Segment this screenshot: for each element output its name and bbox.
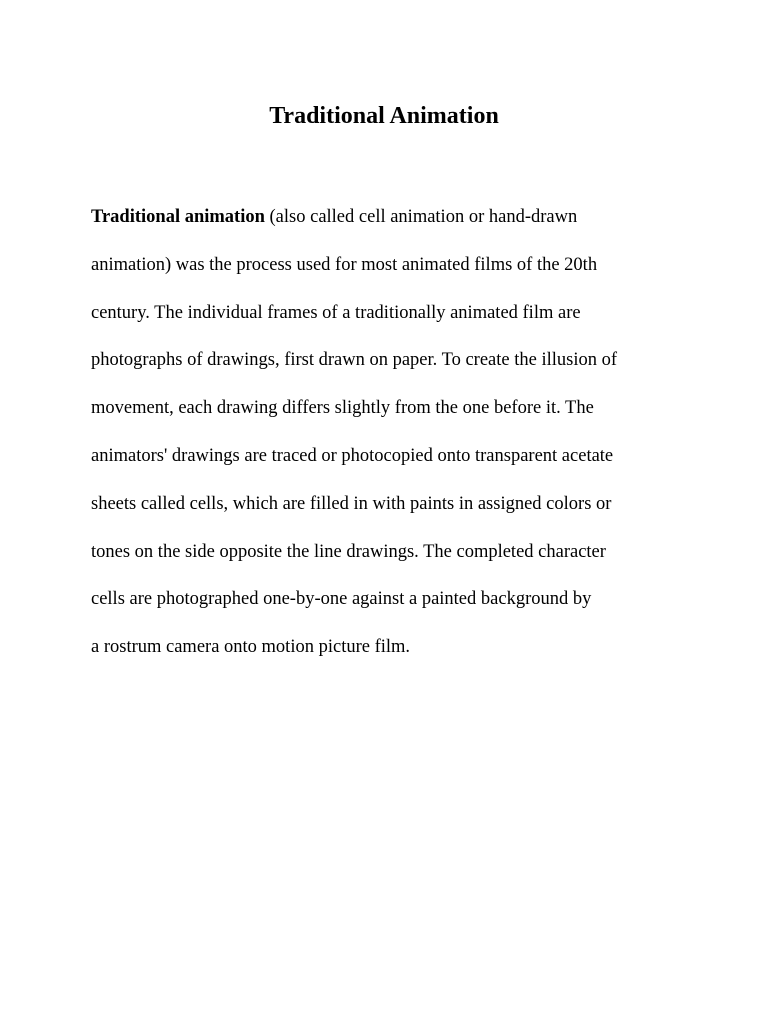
paragraph-line-3: century. The individual frames of a traditionally animated film are <box>91 302 581 323</box>
paragraph-line-7: sheets called cells, which are filled in with paints in assigned colors or <box>91 493 612 514</box>
page-title: Traditional Animation <box>269 103 499 129</box>
paragraph-line-2: animation) was the process used for most animated films of the 20th <box>91 254 598 275</box>
paragraph-line-8: tones on the side opposite the line drawings. The completed character <box>91 541 606 562</box>
paragraph-line-10: a rostrum camera onto motion picture film. <box>91 637 411 658</box>
paragraph-line-9: cells are photographed one-by-one against a painted background by <box>91 589 592 610</box>
paragraph-line-5: movement, each drawing differs slightly from the one before it. The <box>91 398 594 419</box>
paragraph-line-4: photographs of drawings, first drawn on paper. To create the illusion of <box>91 350 618 371</box>
key-term: Traditional animation <box>91 207 265 227</box>
paragraph-line-1 <box>91 201 691 249</box>
paragraph-text: (also called cell animation or hand-drawn <box>264 207 578 227</box>
body-paragraph <box>91 201 691 679</box>
paragraph-line-6: animators' drawings are traced or photocopied onto transparent acetate <box>91 445 614 466</box>
